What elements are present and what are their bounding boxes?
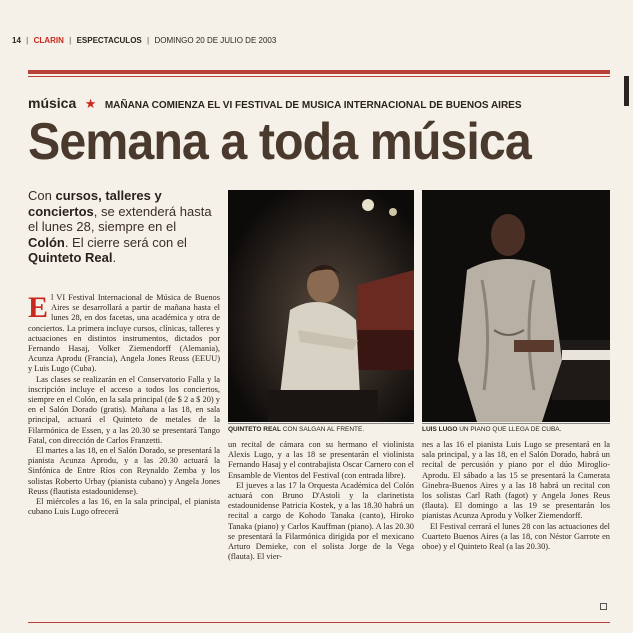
caption-luis-lugo: LUIS LUGO UN PIANO QUE LLEGA DE CUBA. [422, 426, 562, 433]
article-column-1 [28, 293, 220, 613]
kicker: MAÑANA COMIENZA EL VI FESTIVAL DE MUSICA INTERNACIONAL DE BUENOS AIRES [104, 100, 522, 111]
top-rule-thin [28, 76, 610, 77]
top-rule [28, 70, 610, 74]
brand-name: CLARIN [33, 36, 64, 45]
paragraph: El jueves a las 17 la Orquesta Académica del Colón actuará con Bruno D'Astoli y la clarinetista estadounidense Patricia Kostek, y a las 18.30 habrá un recital a cargo de Kohodo Tanaka (canto), Hiroko Tanaka (piano) y Carlos Kauffman (piano). A las 20.30 se presentará la Filarmónica dirigida por el mexicano Arturo Demieke, con el solista Jorge de la Vega (flauta). El vier- [228, 480, 414, 562]
lead-paragraph: Con cursos, talleres y conciertos, se extenderá hasta el lunes 28, siempre en el Colón. El cierre será con el Quinteto Real. [28, 188, 212, 265]
edge-marker [624, 76, 629, 106]
drop-cap: E [28, 291, 49, 324]
issue-date: DOMINGO 20 DE JULIO DE 2003 [154, 36, 277, 45]
section-name: música [28, 95, 77, 111]
paragraph: Las clases se realizarán en el Conservatorio Falla y la inscripción incluye el acceso a todos los conciertos, siempre en el Colón, en la sala principal (de $ 2 a $ 20) y en el Salón Dorado (gratis). Mañana a las 18, en sala principal, actuará el Quinteto de metales de la Filarmónica de Essen, y a las 20.30 se presentará Tango Fatal, con dirección de Carlos Franzetti. [28, 374, 220, 445]
section-header [28, 95, 618, 111]
section-label: ESPECTACULOS [76, 36, 142, 45]
folio-line: 14 | CLARIN | ESPECTACULOS | DOMINGO 20 DE JULIO DE 2003 [12, 36, 277, 45]
caption-rule [422, 423, 610, 424]
photo-luis-lugo [422, 190, 610, 422]
paragraph: nes a las 16 el pianista Luis Lugo se presentará en la sala principal, y a las 18, en el Salón Dorado, habrá un recital de percusión y piano por el dúo Miroglio-Aprodu. El sábado a las 15 se presentará la Camerata Ginebra-Buenos Aires y a las 18 habrá un recital con los solistas Carl Rath (fagot) y Angela Jones Reus (flauta). El domingo a las 19 se presentarán los pianistas Acunza Aprodu y Volker Ziemendorff. [422, 440, 610, 521]
paragraph: El VI Festival Internacional de Música de Buenos Aires se desarrollará a partir de mañana hasta el lunes 28, en dos facetas, una académica y otra de conciertos. La primera incluye cursos, clínicas, talleres y actuaciones en distintos instrumentos, dictados por Fernando Hasaj, Volker Ziemendorff (Alemania), Acunza Aprodu (Francia), Angela Jones Reuss (EEUU) y Luis Lugo (Cuba). [28, 291, 220, 374]
end-of-article-icon [600, 603, 607, 610]
page-number: 14 [12, 36, 21, 45]
star-icon: ★ [84, 96, 97, 111]
headline: Semana a toda música [28, 113, 531, 171]
photo-quinteto-real [228, 190, 414, 422]
caption-rule [228, 423, 414, 424]
paragraph: El Festival cerrará el lunes 28 con las actuaciones del Cuarteto Buenos Aires (a las 18, con Néstor Garrote en oboe) y el Quinteto Real (a las 20.30). [422, 521, 610, 552]
paragraph: un recital de cámara con su hermano el violinista Alexis Lugo, y a las 18 se presentarán el violinista Fernando Hasaj y el contrabajista Oscar Carnero con el Ensamble de Vientos del Festival (con entrada libre). [228, 440, 414, 480]
pianist-photo [228, 190, 414, 422]
caption-quinteto-real: QUINTETO REAL CON SALGAN AL FRENTE. [228, 426, 365, 433]
article-column-2 [228, 440, 414, 620]
bottom-rule [28, 622, 610, 623]
portrait-photo [422, 190, 610, 422]
paragraph: El miércoles a las 16, en la sala principal, el pianista cubano Luis Lugo ofrecerá [28, 497, 220, 517]
article-column-3 [422, 440, 610, 620]
paragraph: El martes a las 18, en el Salón Dorado, se presentará la pianista Acunza Aprodu, y a las 20.30 actuará la Sinfónica de Entre Ríos con Reynaldo Zemba y los solistas Roberto Urbay (pianista cubano) y Angela Jones Reuss (flautista estadounidense). [28, 446, 220, 496]
